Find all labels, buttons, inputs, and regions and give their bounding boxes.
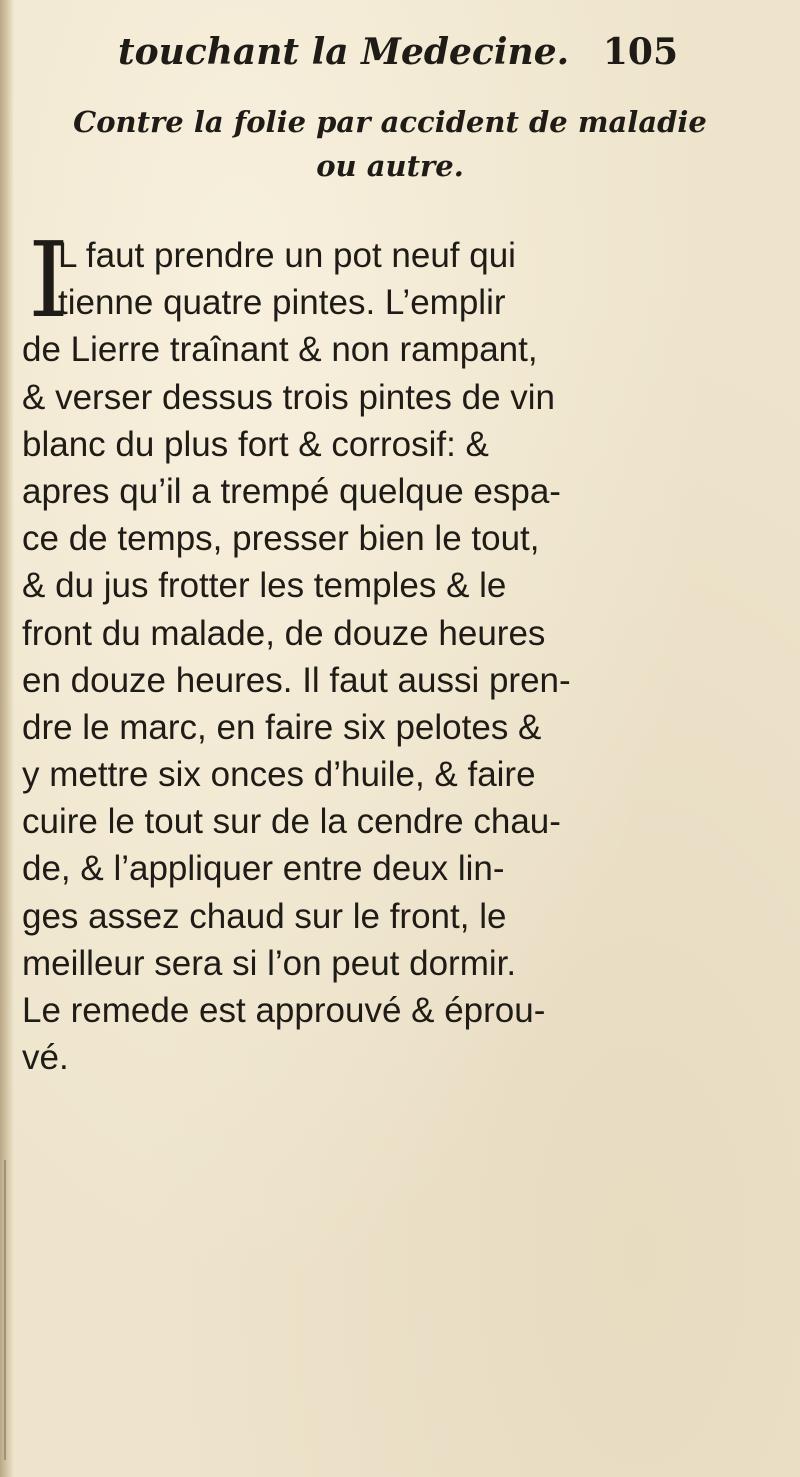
text-line: tienne quatre pintes. L’emplir — [58, 283, 506, 323]
text-line: L faut prendre un pot neuf qui — [58, 236, 516, 275]
text-line: apres qu’il a trempé quelque espa- — [22, 471, 561, 511]
text-line: ges assez chaud sur le front, le — [22, 896, 507, 936]
text-line: vé. — [22, 1038, 69, 1078]
text-line: en douze heures. Il faut aussi pren- — [22, 660, 571, 700]
text-line: front du malade, de douze heures — [22, 613, 546, 653]
heading-line: ou autre. — [316, 149, 464, 183]
text-line: Le remede est approuvé & éprou- — [22, 991, 546, 1030]
text-line: y mettre six onces d’huile, & faire — [22, 755, 536, 795]
text-line: blanc du plus fort & corrosif: & — [22, 424, 489, 464]
text-line: de, & l’appliquer entre deux lin- — [22, 849, 505, 889]
heading-line: Contre la folie par accident de maladie — [73, 105, 707, 139]
page-number: 105 — [602, 31, 678, 73]
gutter-shadow — [4, 1160, 6, 1460]
text-line: ce de temps, presser bien le tout, — [22, 519, 540, 559]
running-head-title: touchant la Medecine. — [118, 31, 570, 73]
section-heading — [20, 100, 760, 188]
text-line: & du jus frotter les temples & le — [22, 566, 507, 606]
running-head — [118, 28, 678, 76]
text-line: dre le marc, en faire six pelotes & — [22, 707, 542, 747]
text-line: cuire le tout sur de la cendre chau- — [22, 802, 561, 842]
page-gutter — [0, 0, 14, 1477]
body-paragraph — [22, 232, 782, 1081]
text-line: & verser dessus trois pintes de vin — [22, 377, 556, 417]
text-line: de Lierre traînant & non rampant, — [22, 330, 538, 370]
text-line: meilleur sera si l’on peut dormir. — [22, 943, 517, 983]
drop-cap: I — [28, 219, 70, 341]
